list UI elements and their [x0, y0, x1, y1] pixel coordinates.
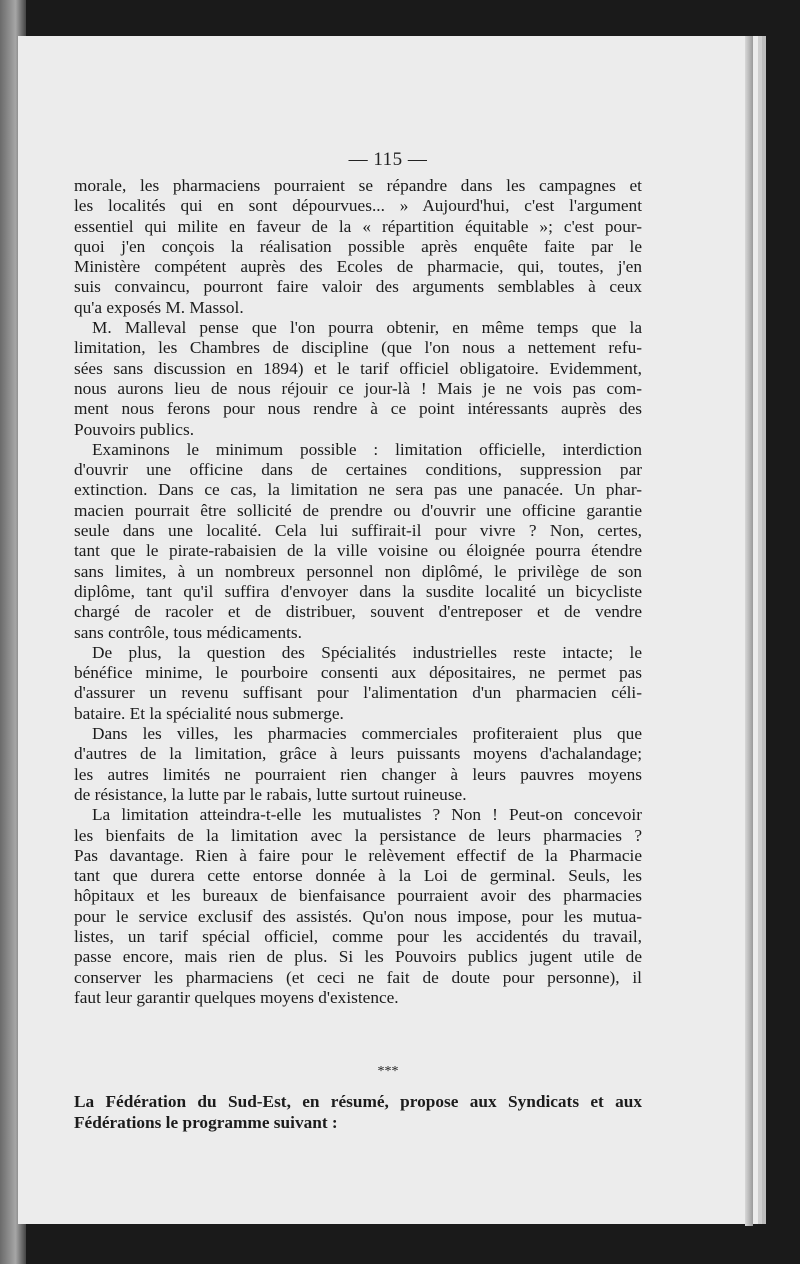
- text-line: diplôme, tant qu'il suffira d'envoyer dans la susdite localité un bicycliste: [74, 581, 642, 601]
- text-line: seule dans une localité. Cela lui suffirait-il pour vivre ? Non, certes,: [74, 521, 642, 541]
- text-line: Dans les villes, les pharmacies commerciales profiteraient plus que: [92, 724, 642, 744]
- text-line: d'autres de la limitation, grâce à leurs puissants moyens d'achalandage;: [74, 744, 642, 764]
- text-line: De plus, la question des Spécialités industrielles reste intacte; le: [92, 642, 642, 662]
- text-line: essentiel qui milite en faveur de la « répartition équitable »; c'est pour-: [74, 216, 642, 236]
- text-line: Examinons le minimum possible : limitation officielle, interdiction: [92, 439, 642, 459]
- text-line: limitation, les Chambres de discipline (que l'on nous a nettement refu-: [74, 338, 642, 358]
- text-line: La limitation atteindra-t-elle les mutualistes ? Non ! Peut-on concevoir: [92, 805, 642, 825]
- text-line: les bienfaits de la limitation avec la persistance de leurs pharmacies ?: [74, 825, 642, 845]
- text-line: conserver les pharmaciens (et ceci ne fait de doute pour personne), il: [74, 967, 642, 987]
- text-line: Pouvoirs publics.: [74, 419, 195, 439]
- book-page: [18, 36, 758, 1224]
- page-number: — 115 —: [348, 149, 428, 170]
- text-line: de résistance, la lutte par le rabais, lutte surtout ruineuse.: [74, 784, 467, 804]
- text-line: suis convaincu, pourront faire valoir des arguments semblables à ceux: [74, 277, 642, 297]
- text-line: nous aurons lieu de nous réjouir ce jour-là ! Mais je ne vois pas com-: [74, 378, 642, 398]
- section-separator: ***: [377, 1064, 399, 1079]
- text-line: sans limites, à un nombreux personnel non diplômé, le privilège de son: [74, 561, 642, 581]
- text-line: tant que durera cette entorse donnée à la Loi de germinal. Seuls, les: [74, 866, 642, 886]
- text-line: bénéfice minime, le pourboire consenti aux dépositaires, ne permet pas: [74, 663, 642, 683]
- text-line: passe encore, mais rien de plus. Si les Pouvoirs publics jugent utile de: [74, 947, 642, 967]
- paragraph: [74, 724, 642, 805]
- text-line: pour le service exclusif des assistés. Qu'on nous impose, pour les mutua-: [74, 906, 642, 926]
- paragraph: [74, 440, 642, 643]
- body-text: [74, 176, 642, 1008]
- text-line: Ministère compétent auprès des Ecoles de pharmacie, qui, toutes, j'en: [74, 257, 642, 277]
- paragraph: [74, 805, 642, 1008]
- text-line: M. Malleval pense que l'on pourra obtenir, en même temps que la: [92, 318, 642, 338]
- text-line: sées sans discussion en 1894) et le tarif officiel obligatoire. Evidemment,: [74, 358, 642, 378]
- text-line: listes, un tarif spécial officiel, comme pour les accidentés du travail,: [74, 926, 642, 946]
- paragraph: [74, 643, 642, 724]
- text-line: bataire. Et la spécialité nous submerge.: [74, 703, 344, 723]
- text-line: tant que le pirate-rabaisien de la ville voisine ou éloignée pourra étendre: [74, 541, 642, 561]
- text-line: d'assurer un revenu suffisant pour l'alimentation d'un pharmacien céli-: [74, 683, 642, 703]
- text-line: hôpitaux et les bureaux de bienfaisance pourraient avoir des pharmacies: [74, 886, 642, 906]
- paragraph: [74, 176, 642, 318]
- closing-text: [74, 1091, 642, 1133]
- text-line: faut leur garantir quelques moyens d'existence.: [74, 987, 399, 1007]
- text-line: les autres limités ne pourraient rien changer à leurs pauvres moyens: [74, 764, 642, 784]
- text-line: sans contrôle, tous médicaments.: [74, 622, 302, 642]
- text-line: quoi j'en conçois la réalisation possible après enquête faite par le: [74, 236, 642, 256]
- text-line: d'ouvrir une officine dans de certaines conditions, suppression par: [74, 460, 642, 480]
- page-stack-edge: [745, 36, 753, 1226]
- text-line: macien pourrait être sollicité de prendre ou d'ouvrir une officine garantie: [74, 500, 642, 520]
- text-line: Fédérations le programme suivant :: [74, 1113, 338, 1132]
- paragraph: [74, 318, 642, 440]
- text-line: qu'a exposés M. Massol.: [74, 297, 244, 317]
- text-line: les localités qui en sont dépourvues... » Aujourd'hui, c'est l'argument: [74, 196, 642, 216]
- text-line: extinction. Dans ce cas, la limitation ne sera pas une panacée. Un phar-: [74, 480, 642, 500]
- text-line: Pas davantage. Rien à faire pour le relèvement effectif de la Pharmacie: [74, 845, 642, 865]
- text-line: ment nous ferons pour nous rendre à ce point intéressants auprès des: [74, 399, 642, 419]
- text-line: La Fédération du Sud-Est, en résumé, propose aux Syndicats et aux: [74, 1092, 642, 1111]
- text-line: chargé de racoler et de distribuer, souvent d'entreposer et de vendre: [74, 602, 642, 622]
- text-line: morale, les pharmaciens pourraient se répandre dans les campagnes et: [74, 176, 642, 195]
